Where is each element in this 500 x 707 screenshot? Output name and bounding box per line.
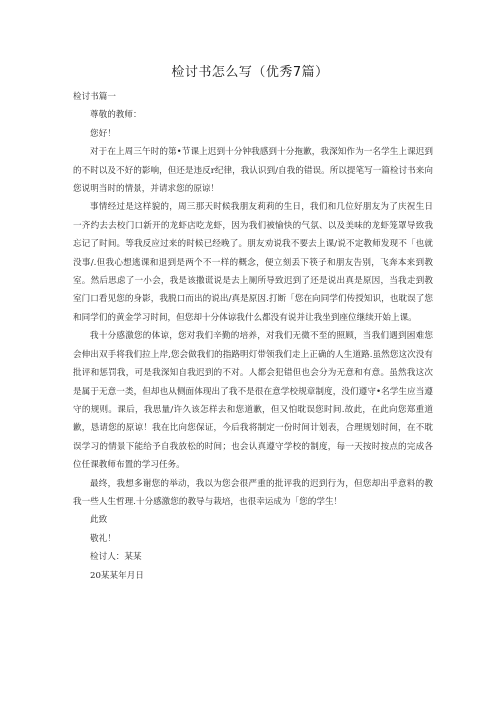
paragraph-events: 事情经过是这样貌的，周三那天时候我朋友莉莉的生日，我们和几位好朋友为了庆祝生日一齐约去去校门口新开的龙虾店吃龙虾，因为我们被愉快的气氛、以及美味的龙虾笼罩导致我忘记了时间。等我反应过来的时候已经晚了。朋友劝说我不要去上课/说不定教师发现不「也就没事/.但我心想逃课和退到是两个不一样的概念，便立刻丢下筷子和朋友告别，飞奔本来到教室。然后思虑了一小会，我是该撒谎说是去上厕所导致迟到了还是说出真是原因，当我走到教室门口看见您的身影，我脱口而出的说出/真是原因.打断「您在向同学们传授知识，也耽误了您和同学们的黄金学习时间，但您却十分体谅我什么都没有说并让我坐到座位继续开始上课。	[73, 202, 433, 323]
document-body	[73, 88, 433, 585]
date: 20某某年月日	[90, 570, 144, 581]
paragraph-apology: 对于在上周三午时的第•节课上迟到十分钟我感到十分拖歉，我深知作为一名学生上课迟到的不时以及不好的影响，但还是违反r纪律，我认识到/自我的错误。所以提笔写一篇检讨书来向您说明当时的情景，并请求您的原谅！	[73, 147, 433, 195]
closing-respect: 敬礼！	[90, 533, 116, 544]
signature: 检讨人：某某	[90, 552, 142, 563]
section-heading: 检讨书篇一	[73, 92, 116, 102]
closing-salute: 此致	[90, 515, 108, 526]
paragraph-conclusion: 最终，我想多谢您的举动，我以为您会很严重的批评我的迟到行为，但您却出乎意料的教我一些人生哲理.十分感激您的教导与栽培，也很幸运成为「您的学生！	[73, 478, 433, 507]
greeting: 您好！	[90, 128, 116, 139]
salutation: 尊敬的教师：	[90, 110, 142, 121]
document-title: 检讨书怎么写（优秀7篇）	[171, 65, 329, 80]
paragraph-gratitude: 我十分感激您的体谅，您对我们辛勤的培养，对我们无微不至的照顾，当我们遇到困难您会伸出双手将我们拉上岸,您会做我们的指路明灯带领我们走上正确的人生道路.虽然您这次没有批评和惩罚我，可是我深知自我迟到的不对。人都会犯错但也会分为无意和有意。虽然我这次是属于无意一类，但却也从侧面体现出了我不是很在意学校规章制度，没们遵守•名学生应当遵守的规则。课后，我思量/许久该怎样去和您道歉，但又怕耽误您时间.故此，在此向您郑重道歉，恳请您的原谅！我在比向您保证，今后我将制定一份时间计划表，合理规划时间，在不耽误学习的情景下能给予自我放松的时间；也会认真遵守学校的制度，每一天按时按点的完成各位任课教师布置的学习任务。	[73, 331, 433, 471]
